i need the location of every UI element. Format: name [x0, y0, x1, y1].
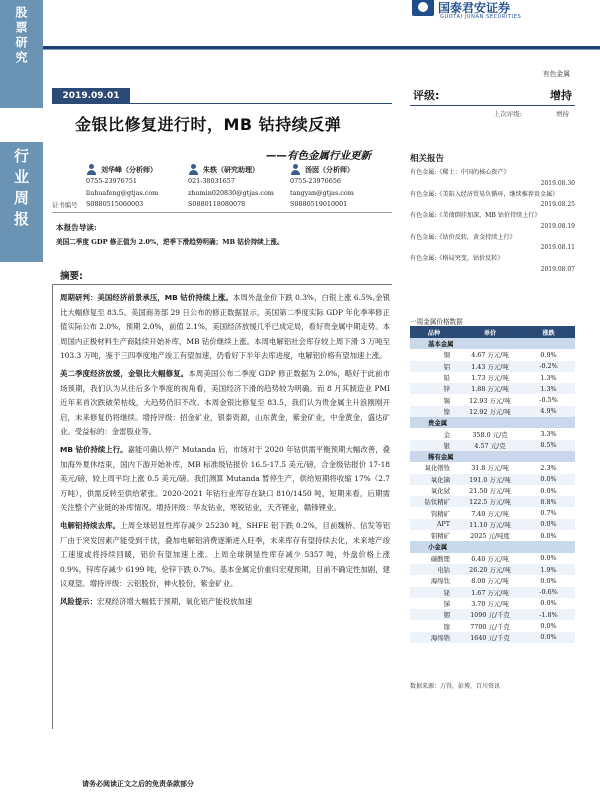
person-icon	[290, 164, 301, 175]
table-cell: 1.67 万元/吨	[458, 587, 522, 598]
table-cell: 0.0%	[522, 519, 575, 530]
table-row	[410, 428, 575, 439]
table-cell: 铜	[443, 351, 450, 360]
table-cell: 191.0 万元/吨	[458, 474, 522, 485]
report-category-tab	[0, 142, 43, 262]
table-cell: -0.6%	[522, 587, 575, 598]
table-cell: 0.0%	[540, 486, 557, 495]
table-cell: 2.3%	[540, 463, 557, 472]
analyst-phone: 0755-23976751	[86, 177, 137, 186]
table-row	[410, 519, 575, 530]
table-cell: 11.10 万元/吨	[458, 519, 522, 530]
table-row	[410, 530, 575, 541]
person-icon	[188, 164, 199, 175]
summary-body	[60, 291, 390, 612]
table-cell: 银	[410, 440, 458, 451]
table-row	[410, 507, 575, 518]
report-category-label: 行业周报	[12, 148, 30, 232]
table-cell: APT	[410, 519, 458, 530]
table-row	[410, 620, 575, 631]
risk-warning: 风险提示：宏观经济增大幅低于预期，氧化铝产能投放加速	[60, 596, 253, 606]
guide-heading: 本报告导读:	[56, 223, 97, 232]
table-group-row	[410, 541, 575, 552]
summary-paragraph: 美二季度经济放缓，金银比大幅修复。本周美国公布二季度 GDP 修正数据为 2.0%，略好于此前市场预期，我们认为从往后多个季度的视角看，美国经济下滑的趋势较为明确。而 8 月其制造业 PMI 近年来首次跌破荣枯线，大趋势仍旧不改。本周金银比修复至 83.5，我们认为贵金属主升浪刚刚开启，未来修复仍将继续。增持评级：招金矿业，银泰资源，山东黄金，紫金矿业，中金黄金，盛达矿业。受益标的：金雷股业等。	[60, 368, 390, 437]
table-cell: 8.5%	[522, 440, 575, 451]
summary-heading: 摘要:	[60, 271, 83, 282]
table-cell: 铟	[410, 609, 458, 620]
summary-left-rule	[52, 284, 53, 729]
table-cell: 0.0%	[522, 474, 575, 485]
table-cell: 1.3%	[540, 373, 557, 382]
table-cell: 海绵钛	[430, 577, 450, 586]
analyst-name: 汤囡（分析师）	[305, 164, 354, 174]
table-cell: 钴钛精矿	[410, 496, 458, 507]
table-cell: -0.5%	[539, 396, 558, 405]
table-cell: 4.67 万元/吨	[471, 351, 509, 360]
table-row	[410, 496, 575, 507]
summary-paragraph: MB 钴价持续上行。嘉能可确认停产 Mutanda 后，市场对于 2020 年钴供需平衡预期大幅改善，叠加海外夏休结束，国内下游开始补库，MB 标准级钴报价 16.5-17.5 美元/磅，合金级钴报价 17-18 美元/磅，较上周平均上涨 0.5 美元/磅。我们测算 Mutanda 暂停生产，供给短期将收缩 17%（2.7 万吨），供需反转至供给紧张。2020-2021 年钴行业库存在缺口 810/1450 吨，短期来看，后期需关注整个产业链的补库情况。增持评级：华友钴业，寒锐钴业，天齐锂业，赣锋锂业。	[60, 444, 391, 513]
table-cell: 镓	[443, 622, 450, 631]
table-cell: 锑	[443, 599, 450, 608]
table-group-row	[410, 451, 575, 462]
table-cell: -1.8%	[522, 609, 575, 620]
analyst-name: 刘华峰（分析师）	[101, 164, 157, 174]
table-row	[410, 361, 575, 372]
table-row	[410, 474, 575, 485]
list-item[interactable]: 有色金属:《美债倒挂加深，MB 钴价持续上行》 2019.08.19	[410, 212, 575, 230]
date-rule	[52, 103, 392, 104]
table-row	[410, 609, 575, 620]
report-date: 2019.09.01	[52, 88, 130, 104]
header-rule-thin	[43, 49, 600, 50]
table-cell: 铝	[410, 361, 458, 372]
table-cell: 358.0 元/克	[472, 430, 508, 439]
related-reports-list	[410, 168, 575, 276]
list-item[interactable]: 有色金属:《美陷入经济贸易负循环，继续推荐贵金属》 2019.08.25	[410, 190, 575, 208]
table-cell: 2025 元/吨度	[470, 532, 510, 541]
list-item[interactable]: 有色金属:《稀土：中国的核心资产》 2019.08.30	[410, 169, 575, 187]
table-row	[410, 462, 575, 473]
table-cell: 铋	[410, 587, 458, 598]
report-type-tab	[0, 0, 43, 108]
table-cell: 氧化镨钕	[424, 464, 450, 473]
table-cell: 0.0%	[540, 576, 557, 585]
table-row	[410, 575, 575, 586]
brand-name-cn: 国泰君安证券	[438, 0, 511, 15]
table-cell: 0.0%	[540, 599, 557, 608]
table-row	[410, 632, 575, 643]
analyst-name: 朱轶（研究助理）	[203, 164, 259, 174]
report-type-label: 股票研究	[14, 6, 28, 66]
table-cell: 钼精矿	[430, 532, 450, 541]
related-reports-heading: 相关报告	[410, 154, 445, 164]
table-cell: 1.73 万元/吨	[471, 374, 509, 383]
table-cell: 31.8 万元/吨	[471, 464, 509, 473]
rating-value: 增持	[550, 89, 572, 102]
analyst-phone: 0755-23976656	[290, 177, 341, 186]
table-row	[410, 485, 575, 496]
table-row	[410, 372, 575, 383]
table-cell: 1640 元/千克	[458, 632, 522, 643]
table-cell: 12.93 万元/吨	[469, 396, 511, 405]
table-cell: 4.57 元/克	[458, 440, 522, 451]
table-cell: 锡	[443, 396, 450, 405]
report-subtitle: ——有色金属行业更新	[266, 150, 371, 162]
analyst-rule	[52, 212, 392, 213]
table-cell: 12.92 万元/吨	[458, 406, 522, 417]
person-icon	[86, 164, 97, 175]
cert-label: 证书编号	[52, 200, 78, 209]
table-cell: 26.20 万元/吨	[458, 564, 522, 575]
table-cell: 122.5 万元/吨	[458, 496, 522, 507]
brand-logo-icon	[412, 0, 434, 16]
table-row	[410, 406, 575, 417]
table-cell: 钨精矿	[430, 509, 450, 518]
table-group-row	[410, 417, 575, 428]
table-group-label: 稀有金属	[410, 451, 575, 462]
disclaimer-footer: 请务必阅读正文之后的免责条款部分	[82, 779, 194, 788]
analyst-phone: 021-38031657	[188, 177, 235, 186]
table-cell: 氧化镝	[410, 474, 458, 485]
table-cell: 7700 元/千克	[470, 622, 510, 631]
report-title: 金银比修复进行时，MB 钴持续反弹	[75, 115, 342, 134]
analyst-email[interactable]: zhumin020830@gtjas.com	[188, 188, 274, 197]
table-cell: 8.8%	[522, 496, 575, 507]
column-header: 涨跌	[522, 327, 575, 338]
column-header: 单价	[458, 327, 522, 338]
analyst-block	[52, 164, 392, 213]
rating-divider	[410, 105, 575, 106]
list-item[interactable]: 有色金属:《钴价反转，黄金持续上行》 2019.08.11	[410, 233, 575, 251]
table-cell: -0.2%	[522, 361, 575, 372]
rating-box	[410, 87, 575, 118]
table-cell: 1.3%	[522, 383, 575, 394]
guide-text: 美国二季度 GDP 修正值为 2.0%，逆季下滑趋势明确；MB 钴价持续上涨。	[56, 238, 284, 246]
table-row	[410, 394, 575, 405]
rating-label: 评级:	[413, 89, 440, 102]
table-row	[410, 564, 575, 575]
table-row	[410, 553, 575, 564]
table-cell: 0.9%	[540, 350, 557, 359]
table-cell: 铅	[443, 374, 450, 383]
analyst-cert: S0880118080078	[188, 200, 246, 209]
price-table-heading: 一周金属价格数据	[410, 318, 463, 326]
table-cell: 0.0%	[522, 632, 575, 643]
table-cell: 0.0%	[540, 531, 557, 540]
table-cell: 6.40 万元/吨	[471, 554, 509, 563]
table-cell: 4.9%	[522, 406, 575, 417]
table-cell: 碳酸锂	[430, 554, 450, 563]
table-cell: 8.00 万元/吨	[471, 577, 509, 586]
table-group-label: 基本金属	[410, 338, 575, 349]
table-group-label: 贵金属	[410, 417, 575, 428]
summary-paragraph: 电解铝持续去库。上周全球铝显性库存减少 25230 吨，SHFE 铝下跌 0.2%，目前魏桥、信发等铝厂由于突发因素产能受到干扰，叠加电解铝消费逐渐进入旺季，未来库存有望持续去化，未来地产竣工速度或将持续回暖，铝价有望加速上涨。上周全球铜显性库存减少 5357 吨，外盘价格上涨 0.9%，锌库存减少 6199 吨，伦锌下跌 0.7%。基本金属定价重归宏观预期，目前不确定性加剧，建议观望。增持评级：云铝股份，神火股份，紫金矿业。	[60, 520, 390, 589]
table-cell: 3.3%	[540, 430, 557, 439]
table-cell: 1.9%	[522, 564, 575, 575]
price-table-source: 数据来源：万得，彭博，百川资讯	[410, 683, 501, 690]
report-guide	[56, 222, 392, 246]
table-cell: 金	[443, 430, 450, 439]
table-cell: 0.0%	[540, 622, 557, 631]
previous-rating-value: 增持	[556, 110, 569, 118]
analyst-email[interactable]: liuhuafeng@gtjas.com	[86, 188, 159, 197]
table-group-label: 小金属	[410, 541, 575, 552]
table-cell: 21.50 万元/吨	[469, 487, 511, 495]
previous-rating-label: 上次评级:	[493, 110, 522, 118]
table-cell: 氧化铽	[430, 487, 450, 495]
column-header: 品种	[410, 327, 458, 338]
sector-tag: 有色金属	[542, 70, 570, 78]
table-cell: 1.43 万元/吨	[458, 361, 522, 372]
table-cell: 1.88 万元/吨	[458, 383, 522, 394]
table-row	[410, 440, 575, 451]
analyst-email[interactable]: tangyan@gtjas.com	[290, 188, 354, 197]
table-cell: 0.7%	[540, 509, 557, 518]
table-cell: 0.0%	[540, 554, 557, 563]
summary-rule	[52, 284, 392, 285]
table-row	[410, 349, 575, 360]
table-cell: 锌	[410, 383, 458, 394]
table-cell: 3.70 万元/吨	[471, 599, 509, 608]
table-row	[410, 587, 575, 598]
table-cell: 1090 元/千克	[458, 609, 522, 620]
price-table	[410, 327, 575, 643]
table-cell: 镍	[410, 406, 458, 417]
analyst-cert: S0880519010001	[290, 200, 348, 209]
table-group-row	[410, 338, 575, 349]
analyst-cert: S0880515060003	[86, 200, 144, 209]
table-cell: 电钴	[410, 564, 458, 575]
list-item[interactable]: 有色金属:《格局突变，钴价反转》 2019.08.07	[410, 255, 575, 273]
table-cell: 7.40 万元/吨	[471, 509, 509, 518]
table-row	[410, 383, 575, 394]
brand-name-en: GUOTAI JUNAN SECURITIES	[440, 14, 522, 20]
table-row	[410, 598, 575, 609]
table-cell: 海绵锆	[410, 632, 458, 643]
summary-paragraph: 周期研判：美国经济前景承压，MB 钴价持续上涨。本周外盘金价下跌 0.3%，白银上涨 6.5%,金银比大幅修复至 83.5。美国商务部 29 日公布的修正数据显示，美国第二季度实际 GDP 年化季率修正值实际公布 2.0%，预期 2.0%，前值 2.1%，美国经济放缓几乎已成定局，看好贵金属中期走势。本周国内正极材料生产商陆续开始补库，MB 钴价继续上涨。本周电解铝社会库存较上周下滑 3 万吨至 103.3 万吨，鉴于三四季度地产竣工有望加速，仍看好下半年去库进度，电解铝价格有望加速上涨。	[60, 293, 390, 361]
